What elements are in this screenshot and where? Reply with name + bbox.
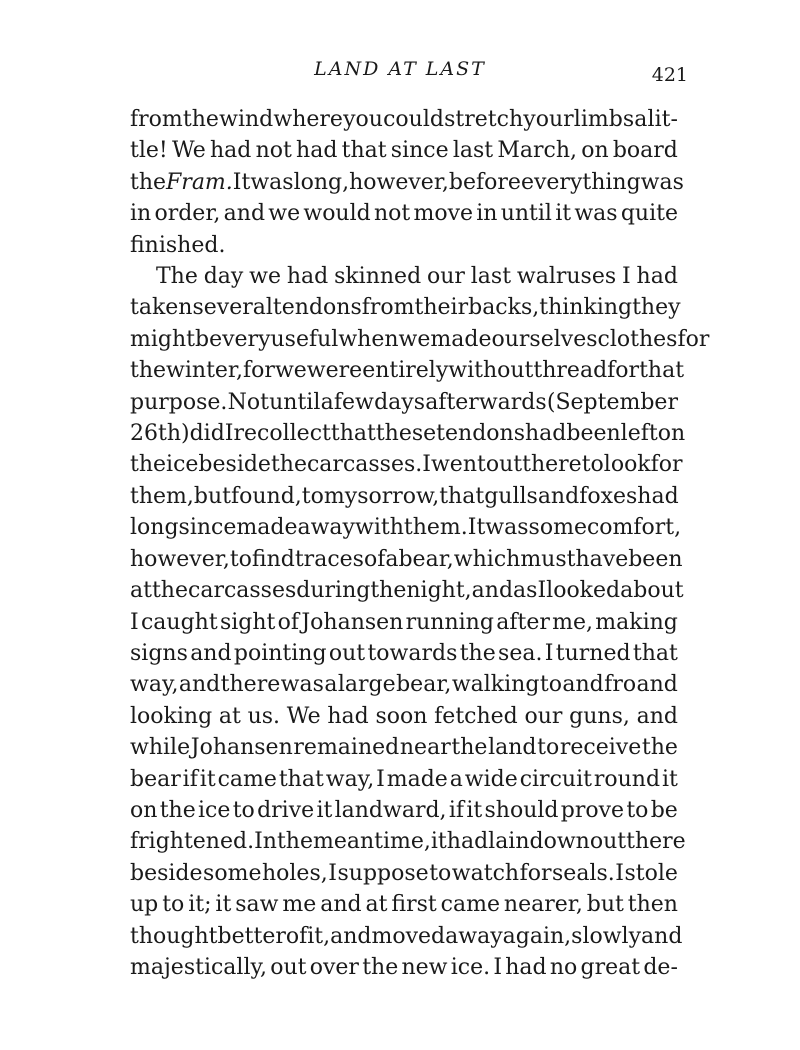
running-title: LAND AT LAST <box>314 58 486 80</box>
text-line: them, but found, to my sorrow, that gulls and foxes had <box>130 483 679 509</box>
text-line: the ice beside the carcasses. I went out there to look for <box>130 452 683 478</box>
text-line: The day we had skinned our last walruses I had <box>156 264 678 290</box>
text-line: in order, and we would not move in until it was quite <box>130 201 678 227</box>
page-number: 421 <box>651 64 688 86</box>
body-text <box>130 104 710 983</box>
text-line: on the ice to drive it landward, if it should prove to be <box>130 797 678 823</box>
text-line: way, and there was a large bear, walking to and fro and <box>130 672 678 698</box>
text-line: signs and pointing out towards the sea. I turned that <box>130 640 678 666</box>
text-line: bear if it came that way, I made a wide circuit round it <box>130 766 678 792</box>
text-line: finished. <box>130 232 226 258</box>
text-line: thought better of it, and moved away again, slowly and <box>130 923 683 949</box>
text-line: purpose. Not until a few days afterwards (September <box>130 389 678 415</box>
text-line: tle! We had not had that since last March, on board <box>130 138 678 164</box>
text-line: up to it; it saw me and at first came nearer, but then <box>130 892 678 918</box>
text-line: the Fram. It was long, however, before everything was <box>130 169 684 195</box>
text-line: the winter, for we were entirely without thread for that <box>130 358 685 384</box>
text-line: while Johansen remained near the land to receive the <box>130 735 678 761</box>
text-line: long since made away with them. It was some comfort, <box>130 515 682 541</box>
text-line: beside some holes, I suppose to watch for seals. I stole <box>130 860 678 886</box>
text-line: majestically, out over the new ice. I had no great de- <box>130 954 678 980</box>
text-line: from the wind where you could stretch your limbs a lit- <box>130 107 678 132</box>
text-line: taken several tendons from their backs, thinking they <box>130 295 681 321</box>
text-line: might be very useful when we made ourselves clothes for <box>130 326 710 352</box>
text-line: however, to find traces of a bear, which must have been <box>130 546 683 572</box>
text-line: 26th) did I recollect that these tendons had been left on <box>130 421 686 447</box>
text-line: at the carcasses during the night, and as I looked about <box>130 578 684 604</box>
text-line: looking at us. We had soon fetched our guns, and <box>130 703 678 729</box>
text-line: frightened. In the meantime, it had lain down out there <box>130 829 686 855</box>
text-line: I caught sight of Johansen running after me, making <box>130 609 678 635</box>
